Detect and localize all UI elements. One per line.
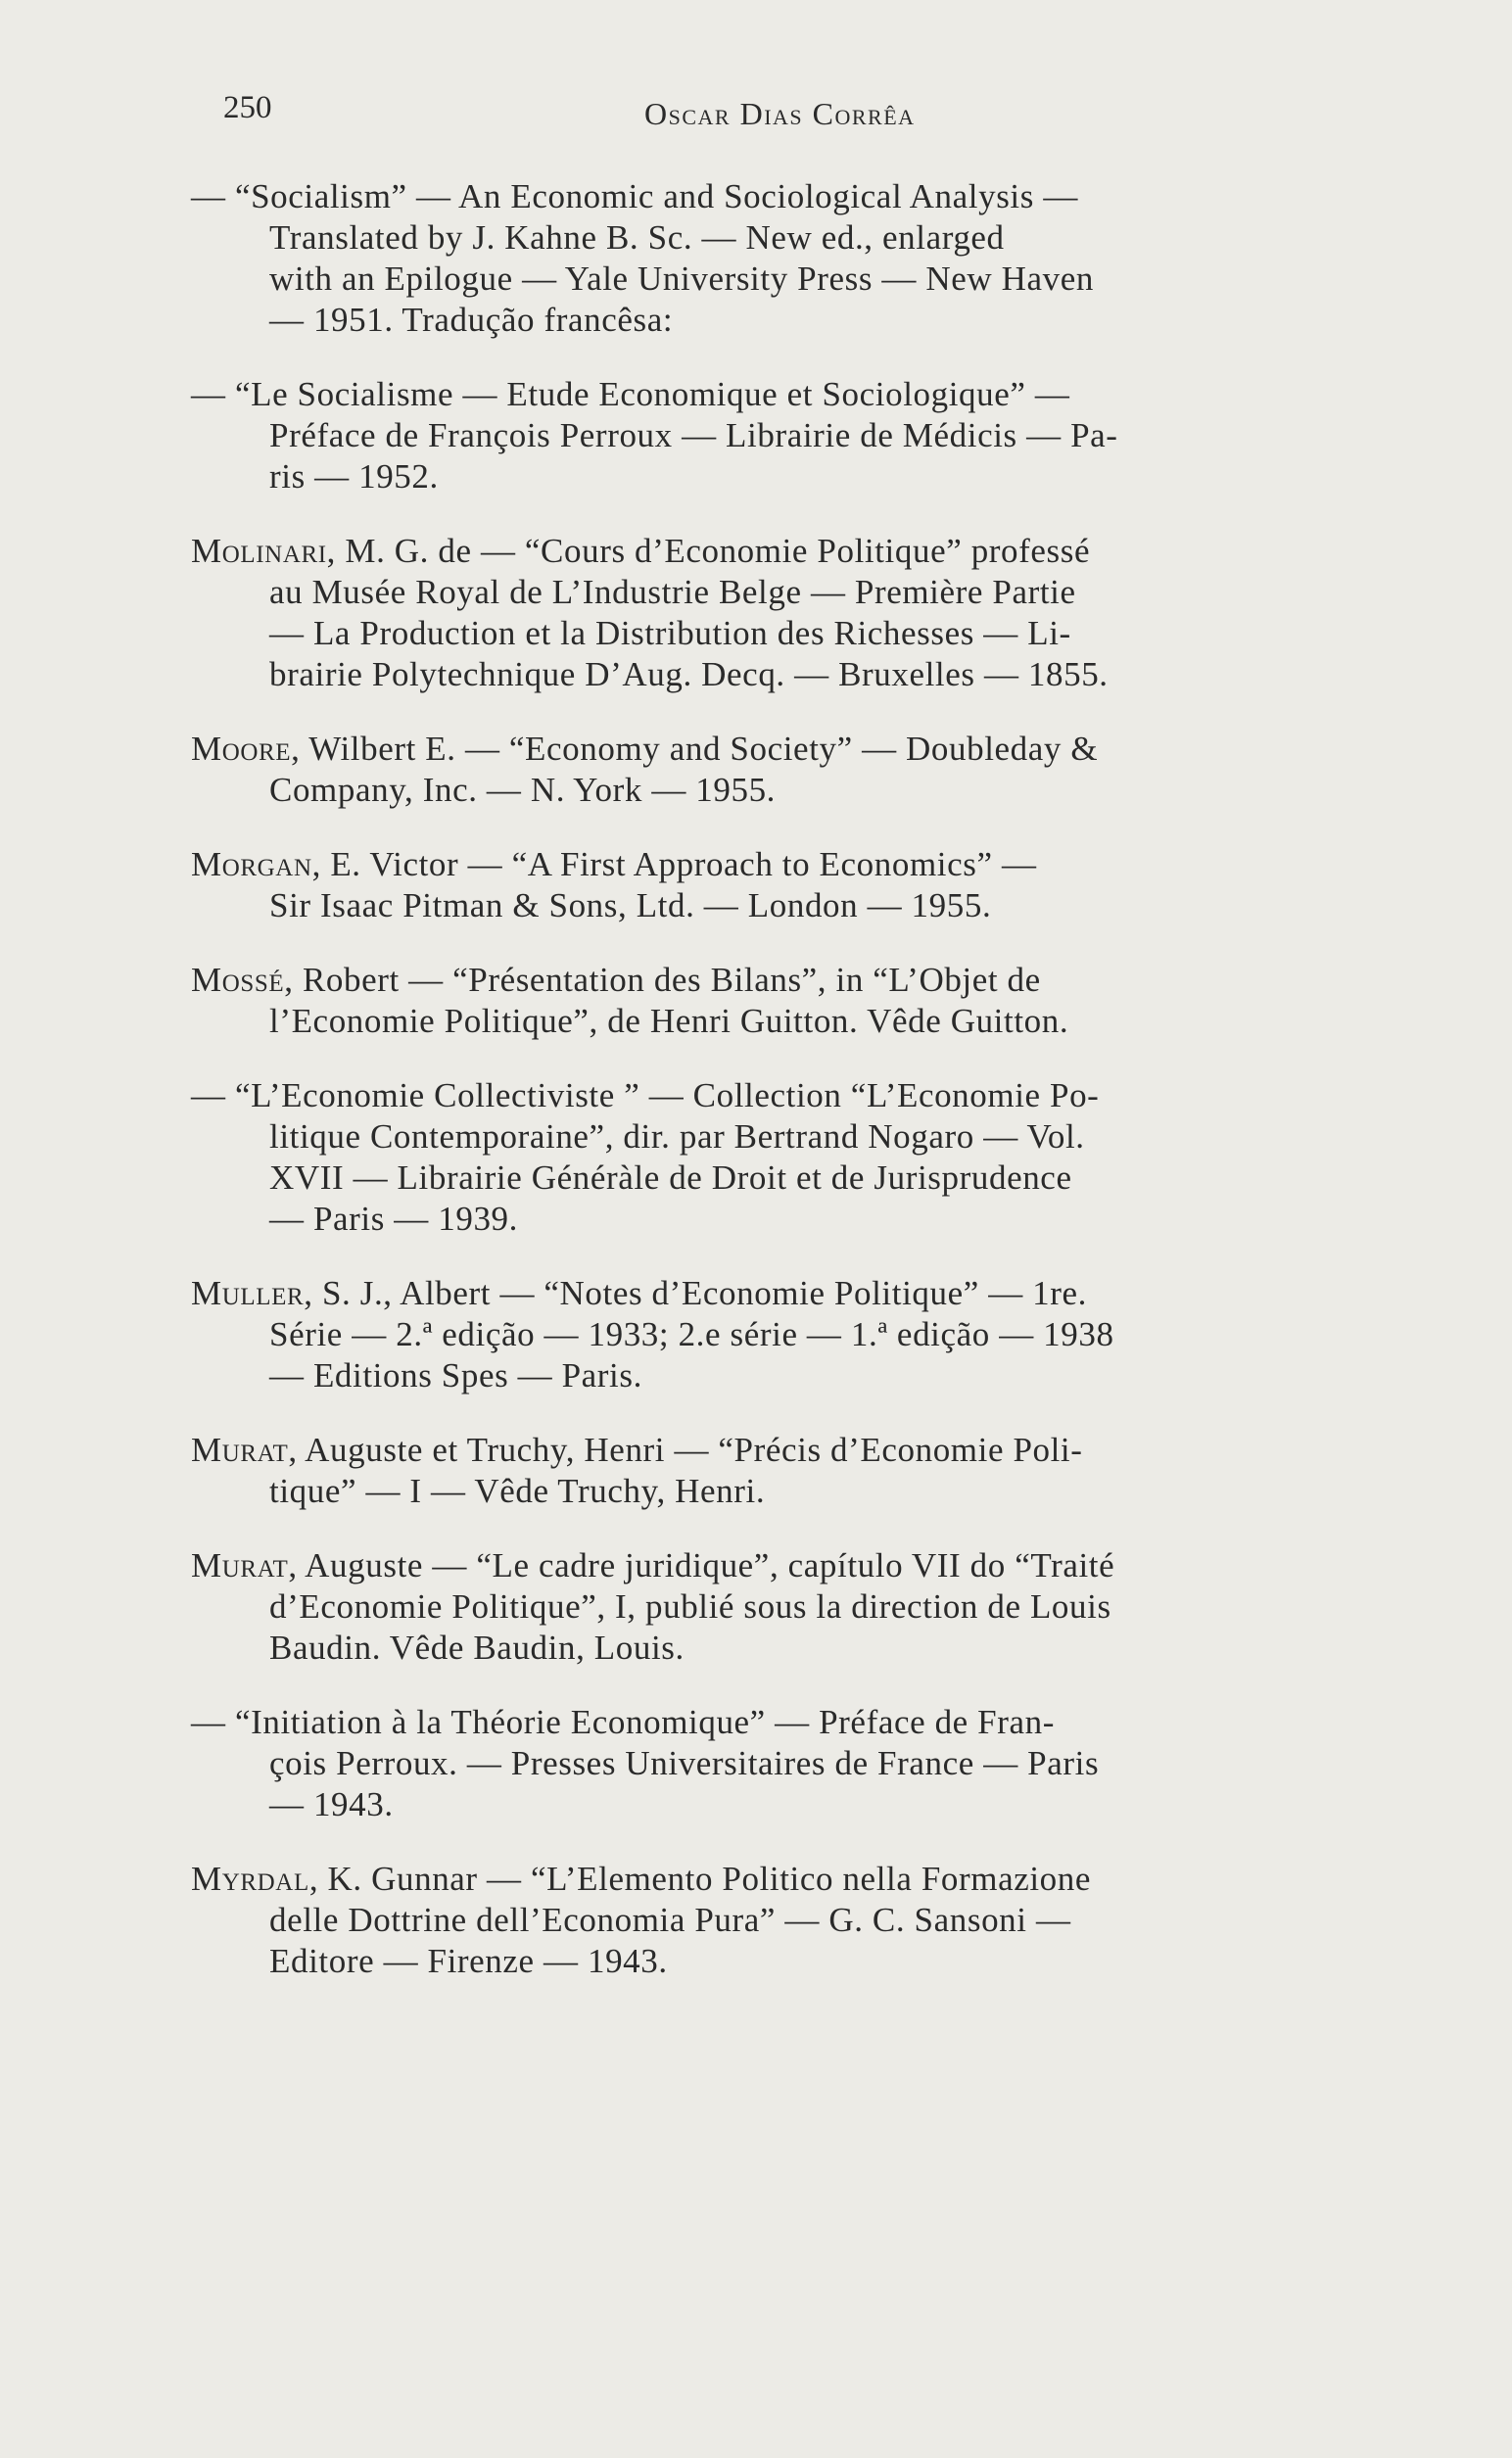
entry-line: çois Perroux. — Presses Universitaires de France — Paris	[269, 1744, 1100, 1782]
entry-line: d’Economie Politique”, I, publié sous la direction de Louis	[269, 1587, 1111, 1626]
bibliography-entry	[191, 844, 1391, 926]
entry-author: Molinari,	[191, 532, 337, 570]
entry-author: Murat,	[191, 1431, 298, 1469]
entry-text: K. Gunnar — “L’Elemento Politico nella Formazione	[318, 1860, 1091, 1898]
page-header	[223, 82, 1398, 141]
entry-text: S. J., Albert — “Notes d’Economie Politique” — 1re.	[312, 1274, 1088, 1312]
entry-line: au Musée Royal de L’Industrie Belge — Première Partie	[269, 573, 1076, 611]
entry-line: — “Socialism” — An Economic and Sociological Analysis —	[191, 177, 1078, 215]
entry-line: tique” — I — Vêde Truchy, Henri.	[269, 1472, 766, 1510]
entry-line: litique Contemporaine”, dir. par Bertrand Nogaro — Vol.	[269, 1117, 1085, 1156]
entry-line	[191, 844, 1391, 885]
entry-line: Série — 2.ª edição — 1933; 2.e série — 1.ª edição — 1938	[269, 1315, 1114, 1353]
bibliography-entry	[191, 1545, 1391, 1669]
entry-line: Editore — Firenze — 1943.	[269, 1942, 668, 1980]
entry-line: Company, Inc. — N. York — 1955.	[269, 771, 777, 809]
entry-line: — Paris — 1939.	[269, 1200, 518, 1238]
entry-line: l’Economie Politique”, de Henri Guitton. Vêde Guitton.	[269, 1002, 1069, 1040]
entry-text: E. Victor — “A First Approach to Economics” —	[320, 845, 1037, 883]
entry-line: Préface de François Perroux — Librairie de Médicis — Pa-	[269, 416, 1118, 454]
entry-line: brairie Polytechnique D’Aug. Decq. — Bruxelles — 1855.	[269, 655, 1109, 693]
bibliography-entry	[191, 531, 1391, 695]
running-head: Oscar Dias Corrêa	[644, 96, 916, 131]
entry-author: Morgan,	[191, 845, 321, 883]
bibliography-entry	[191, 1702, 1391, 1825]
entry-author: Mossé,	[191, 961, 294, 999]
entry-line: — 1943.	[269, 1785, 394, 1823]
entry-text: M. G. de — “Cours d’Economie Politique” professé	[336, 532, 1091, 570]
bibliography-entry	[191, 176, 1391, 341]
entry-line: — “L’Economie Collectiviste ” — Collection “L’Economie Po-	[191, 1076, 1100, 1114]
entry-author: Muller,	[191, 1274, 313, 1312]
entry-author: Murat,	[191, 1546, 298, 1584]
bibliography-entry	[191, 1859, 1391, 1982]
entry-line: XVII — Librairie Généràle de Droit et de Jurisprudence	[269, 1158, 1072, 1197]
entry-line: — La Production et la Distribution des Richesses — Li-	[269, 614, 1071, 652]
entry-text: Wilbert E. — “Economy and Society” — Doubleday &	[300, 730, 1099, 768]
bibliography-entry	[191, 729, 1391, 811]
entry-line	[191, 1430, 1391, 1471]
bibliography-entry	[191, 1430, 1391, 1512]
entry-line: — Editions Spes — Paris.	[269, 1356, 642, 1394]
entry-line	[191, 1273, 1391, 1314]
entry-line: Baudin. Vêde Baudin, Louis.	[269, 1629, 685, 1667]
entry-line: — “Le Socialisme — Etude Economique et Sociologique” —	[191, 375, 1070, 413]
bibliography-entry	[191, 374, 1391, 497]
entry-line: delle Dottrine dell’Economia Pura” — G. C. Sansoni —	[269, 1901, 1071, 1939]
bibliography-entry	[191, 960, 1391, 1042]
entry-line: — “Initiation à la Théorie Economique” — Préface de Fran-	[191, 1703, 1055, 1741]
entry-author: Moore,	[191, 730, 301, 768]
entry-text: Robert — “Présentation des Bilans”, in “L’Objet de	[293, 961, 1041, 999]
entry-line	[191, 729, 1391, 770]
entry-author: Myrdal,	[191, 1860, 319, 1898]
entry-line: Sir Isaac Pitman & Sons, Ltd. — London — 1955.	[269, 886, 992, 924]
entry-line	[191, 531, 1391, 572]
entry-line: ris — 1952.	[269, 457, 439, 496]
bibliography-entry	[191, 1075, 1391, 1240]
entry-line	[191, 960, 1391, 1001]
entry-text: Auguste et Truchy, Henri — “Précis d’Economie Poli-	[297, 1431, 1083, 1469]
entry-line: Translated by J. Kahne B. Sc. — New ed., enlarged	[269, 218, 1005, 257]
bibliography-list	[191, 176, 1391, 2015]
entry-line: with an Epilogue — Yale University Press — New Haven	[269, 260, 1094, 298]
bibliography-entry	[191, 1273, 1391, 1396]
entry-line	[191, 1859, 1391, 1900]
entry-line	[191, 1545, 1391, 1586]
entry-text: Auguste — “Le cadre juridique”, capítulo VII do “Traité	[297, 1546, 1115, 1584]
entry-line: — 1951. Tradução francêsa:	[269, 301, 674, 339]
page-number: 250	[223, 90, 272, 125]
